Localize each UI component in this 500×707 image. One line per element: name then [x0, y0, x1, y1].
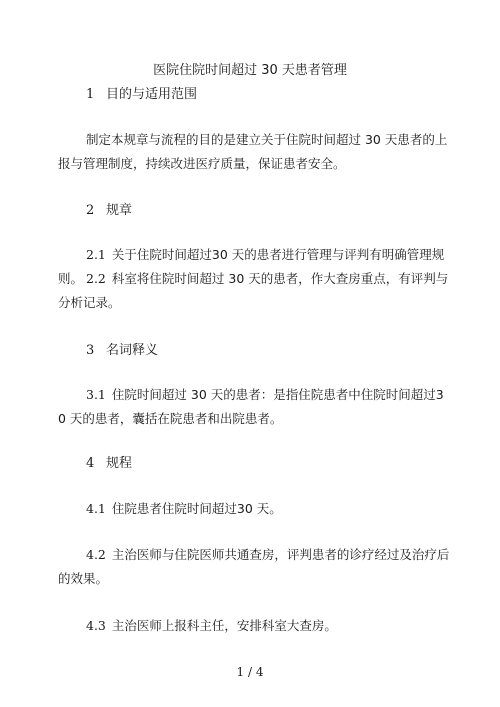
section-heading-text: 目的与适用范围	[106, 87, 198, 102]
section-heading-1	[86, 86, 197, 104]
page-number-indicator: 1 / 4	[236, 665, 264, 679]
paragraph-purpose	[58, 128, 450, 176]
section-number: 2	[86, 203, 95, 218]
paragraph-number: 4.1	[86, 501, 106, 516]
section-number: 4	[86, 456, 95, 471]
paragraph-text: 主治医师上报科主任，安排科室大查房。	[111, 618, 337, 633]
paragraph-text: 主治医师与住院医师共通查房，评判患者的诊疗经过及治疗后的效果。	[58, 547, 450, 586]
section-heading-text: 规章	[106, 203, 133, 218]
paragraph-text: 制定本规章与流程的目的是建立关于住院时间超过 30 天患者的上报与管理制度，持续改进医疗质量，保证患者安全。	[58, 132, 448, 171]
paragraph-number: 2.2	[86, 271, 106, 286]
paragraph-4-3	[58, 614, 450, 638]
paragraph-number: 4.3	[86, 618, 106, 633]
paragraph-number: 3.1	[86, 387, 106, 402]
section-heading-2	[86, 202, 132, 220]
section-heading-3	[86, 342, 158, 360]
section-heading-text: 名词释义	[106, 343, 159, 358]
paragraph-text: 科室将住院时间超过 30 天的患者，作大查房重点，有评判与分析记录。	[58, 271, 449, 310]
paragraph-text: 住院时间超过 30 天的患者：是指住院患者中住院时间超过30 天的患者，囊括在院患者和出院患者。	[58, 387, 444, 426]
section-number: 3	[86, 343, 95, 358]
section-heading-4	[86, 455, 132, 473]
paragraph-4-2	[58, 543, 450, 591]
paragraph-4-1	[58, 497, 450, 521]
section-heading-text: 规程	[106, 456, 133, 471]
section-number: 1	[86, 87, 95, 102]
paragraph-number: 2.1	[86, 247, 106, 262]
paragraph-text: 住院患者住院时间超过30 天。	[111, 501, 282, 516]
document-title: 医院住院时间超过 30 天患者管理	[153, 63, 347, 78]
paragraph-text: 关于住院时间超过30 天的患者进行管理与评判有明确管理规则。	[58, 247, 445, 286]
paragraph-2-2	[58, 267, 450, 315]
paragraph-3-1	[58, 383, 450, 431]
paragraph-number: 4.2	[86, 547, 106, 562]
